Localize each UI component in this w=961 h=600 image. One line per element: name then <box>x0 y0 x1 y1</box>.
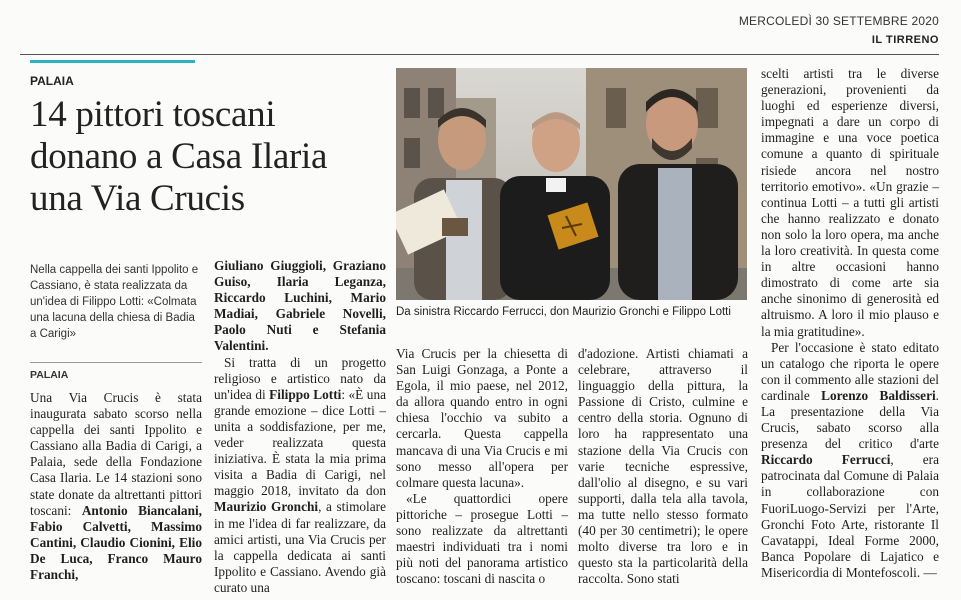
col3-paragraph-2: «Le quattordici opere pittoriche – prosegue Lotti – sono realizzate da altrettanti maestri individuati tra i nomi più noti del panorama artistico toscano: toscani di nascita o <box>396 490 568 587</box>
col2-text-c: , a stimolare in me l'idea di far realizzare, da amici artisti, una Via Crucis per la cappella dedicata ai santi Ippolito e Cassiano. Avendo già curato una <box>214 499 386 595</box>
col5-paragraph-1: scelti artisti tra le diverse generazioni, provenienti da luoghi ed esperienze diversi, impegnati a dare un corpo di immagine e una voce poetica comune a quanto di spirituale risiede ancora nel nostro territorio emotivo». «Un grazie – continua Lotti – a tutti gli artisti che hanno realizzato e donato non solo la loro opera, ma anche la loro creatività. In questa come in altre occasioni hanno dimostrato di come arte sia anche sinonimo di generosità ed altruismo. A loro il mio plauso e la mia gratitudine». <box>761 66 939 339</box>
dateline-kicker: PALAIA <box>30 369 69 381</box>
col5-paragraph-2 <box>761 340 939 581</box>
col5-text-a: Per l'occasione è stato editato un catalogo che riporta le opere con il commento alle stazioni del cardinale <box>761 339 939 403</box>
col4-paragraph-1: d'adozione. Artisti chiamati a celebrare, attraverso il linguaggio della pittura, la Passione di Cristo, culmine e centro della storia. Ognuno di loro ha rappresentato una stazione della Via Crucis con varie tecniche espressive, dall'olio al disegno, e su vari supporti, dalla tela alla tavola, ma tutte nello stesso formato (40 per 30 centimetri); le opere molto diverse tra loro e in questo sta la particolarità della raccolta. Sono stati <box>578 346 748 587</box>
col3-paragraph-1: Via Crucis per la chiesetta di San Luigi Gonzaga, a Ponte a Egola, il mio paese, nel 2012, da allora quando entro in ogni chiesa l'occhio va subito a cercarla. Questa cappella mancava di una Via Crucis e mi sono messo all'opera per colmare questa lacuna». <box>396 346 568 490</box>
column-4 <box>578 346 748 587</box>
photo-caption: Da sinistra Riccardo Ferrucci, don Maurizio Gronchi e Filippo Lotti <box>396 306 731 318</box>
headline-line-3: una Via Crucis <box>30 178 245 219</box>
headline <box>30 94 390 220</box>
col2-artist-names: Giuliano Giuggioli, Graziano Guiso, Ilaria Leganza, Riccardo Luchini, Mario Madiai, Gabriele Novelli, Paolo Nuti e Stefania Valentini. <box>214 258 386 354</box>
col1-lead: Una Via Crucis è stata inaugurata sabato scorso nella cappella dei santi Ippolito e Cassiano alla Badia di Carigi, a Palaia, sede della Fondazione Casa Ilaria. Le 14 stazioni sono state donate da altrettanti pittori toscani: <box>30 390 202 518</box>
col5-text-c: , era patrocinata dal Comune di Palaia in collaborazione con FuoriLuogo-Servizi per l'Arte, Gronchi Foto Arte, ristorante Il Cavatappi, Ideal Forme 2000, Banca Popolare di Lajatico e Misericordia di Montefoscoli. — <box>761 452 939 580</box>
article-photo <box>396 68 747 300</box>
section-label: PALAIA <box>30 74 74 88</box>
column-1 <box>30 390 202 583</box>
section-accent-bar <box>30 60 195 63</box>
person-filippo-lotti: Filippo Lotti <box>269 386 342 402</box>
col1-artist-names: Antonio Biancalani, Fabio Calvetti, Massimo Cantini, Claudio Cionini, Elio De Luca, Franco Mauro Franchi, <box>30 502 202 583</box>
header-rule <box>20 54 939 55</box>
person-lorenzo-baldisseri: Lorenzo Baldisseri <box>821 387 936 403</box>
person-maurizio-gronchi: Maurizio Gronchi <box>214 499 319 515</box>
headline-line-2: donano a Casa Ilaria <box>30 136 328 177</box>
newspaper-name: IL TIRRENO <box>871 34 939 46</box>
column-2 <box>214 258 386 596</box>
headline-line-1: 14 pittori toscani <box>30 94 276 135</box>
col2-text-b: : «È una grande emozione – dice Lotti – unita a soddisfazione, per me, veder realizzata questa iniziativa. È stata la mia prima visita a Badia di Carigi, nel maggio 2018, invitato da don <box>214 386 386 499</box>
col5-text-b: . La presentazione della Via Crucis, sabato scorso alla presenza del critico d'arte <box>761 387 939 452</box>
photo-illustration <box>396 68 747 300</box>
col2-text-a: Si tratta di un progetto religioso e artistico nato da un'idea di <box>214 354 386 402</box>
summary-divider <box>30 362 202 363</box>
person-riccardo-ferrucci: Riccardo Ferrucci <box>761 452 891 468</box>
column-3 <box>396 346 568 587</box>
column-5 <box>761 66 939 581</box>
article-summary: Nella cappella dei santi Ippolito e Cassiano, è stata realizzata da un'idea di Filippo Lotti: «Colmata una lacuna della chiesa di Badia a Carigi» <box>30 264 199 340</box>
issue-date: MERCOLEDÌ 30 SETTEMBRE 2020 <box>738 14 939 28</box>
